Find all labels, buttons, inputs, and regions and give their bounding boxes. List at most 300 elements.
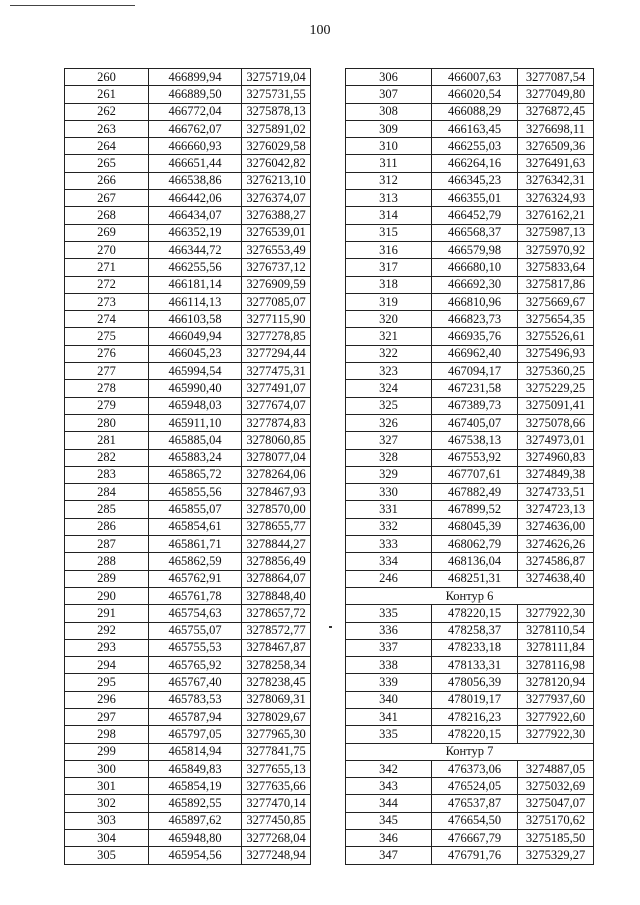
- coordinate-y: 3277450,85: [242, 812, 311, 829]
- coordinate-y: 3276872,45: [518, 103, 594, 120]
- point-number: 329: [346, 466, 432, 483]
- point-number: 331: [346, 501, 432, 518]
- coordinate-y: 3275185,50: [518, 830, 594, 847]
- point-number: 275: [65, 328, 149, 345]
- point-number: 299: [65, 743, 149, 760]
- coordinate-x: 465994,54: [149, 363, 242, 380]
- point-number: 310: [346, 138, 432, 155]
- table-row: [65, 466, 311, 483]
- table-row: [65, 293, 311, 310]
- point-number: 289: [65, 570, 149, 587]
- point-number: 335: [346, 605, 432, 622]
- point-number: 327: [346, 432, 432, 449]
- table-row: [65, 207, 311, 224]
- coordinate-y: 3274636,00: [518, 518, 594, 535]
- table-row: [346, 726, 594, 743]
- table-row: [65, 605, 311, 622]
- coordinate-x: 468045,39: [432, 518, 518, 535]
- coordinate-x: 465854,19: [149, 778, 242, 795]
- coordinate-y: 3278258,34: [242, 657, 311, 674]
- point-number: 272: [65, 276, 149, 293]
- point-number: 246: [346, 570, 432, 587]
- point-number: 294: [65, 657, 149, 674]
- coordinate-y: 3277115,90: [242, 311, 311, 328]
- table-row: [65, 276, 311, 293]
- table-row: [346, 570, 594, 587]
- table-row: [346, 69, 594, 86]
- coordinate-x: 465862,59: [149, 553, 242, 570]
- point-number: 260: [65, 69, 149, 86]
- point-number: 281: [65, 432, 149, 449]
- coordinate-x: 466255,56: [149, 259, 242, 276]
- coordinate-x: 466680,10: [432, 259, 518, 276]
- coordinate-y: 3276342,31: [518, 172, 594, 189]
- point-number: 290: [65, 587, 149, 604]
- coordinate-x: 466020,54: [432, 86, 518, 103]
- point-number: 288: [65, 553, 149, 570]
- coordinate-y: 3277655,13: [242, 760, 311, 777]
- point-number: 301: [65, 778, 149, 795]
- coordinate-y: 3274973,01: [518, 432, 594, 449]
- coordinate-x: 465897,62: [149, 812, 242, 829]
- coordinate-x: 466007,63: [432, 69, 518, 86]
- table-row: [65, 380, 311, 397]
- table-row: [346, 397, 594, 414]
- point-number: 300: [65, 760, 149, 777]
- coordinate-x: 466264,16: [432, 155, 518, 172]
- coordinate-x: 465911,10: [149, 414, 242, 431]
- point-number: 280: [65, 414, 149, 431]
- table-row: [65, 622, 311, 639]
- coordinate-y: 3275170,62: [518, 812, 594, 829]
- point-number: 263: [65, 120, 149, 137]
- coordinate-x: 478133,31: [432, 657, 518, 674]
- coordinate-y: 3275032,69: [518, 778, 594, 795]
- coordinate-y: 3276509,36: [518, 138, 594, 155]
- coordinate-y: 3278848,40: [242, 587, 311, 604]
- coordinate-x: 467899,52: [432, 501, 518, 518]
- table-row: [65, 190, 311, 207]
- coordinate-y: 3275329,27: [518, 847, 594, 864]
- coordinate-x: 465765,92: [149, 657, 242, 674]
- coordinate-x: 467707,61: [432, 466, 518, 483]
- coordinate-y: 3277278,85: [242, 328, 311, 345]
- table-row: [65, 172, 311, 189]
- point-number: 346: [346, 830, 432, 847]
- coordinate-y: 3274626,26: [518, 536, 594, 553]
- coordinate-y: 3274723,13: [518, 501, 594, 518]
- coordinates-table-left: [64, 68, 311, 865]
- point-number: 277: [65, 363, 149, 380]
- coordinate-y: 3278856,49: [242, 553, 311, 570]
- table-row: [346, 414, 594, 431]
- contour-header: Контур 6: [346, 587, 594, 604]
- coordinate-y: 3278069,31: [242, 691, 311, 708]
- coordinate-y: 3277965,30: [242, 726, 311, 743]
- table-row: [65, 760, 311, 777]
- coordinate-y: 3275654,35: [518, 311, 594, 328]
- coordinate-y: 3275987,13: [518, 224, 594, 241]
- coordinate-y: 3278120,94: [518, 674, 594, 691]
- table-row: [65, 830, 311, 847]
- coordinate-x: 466114,13: [149, 293, 242, 310]
- table-row: [346, 691, 594, 708]
- coordinate-y: 3275719,04: [242, 69, 311, 86]
- coordinate-y: 3278572,77: [242, 622, 311, 639]
- coordinate-y: 3276029,58: [242, 138, 311, 155]
- table-row: [65, 657, 311, 674]
- coordinate-y: 3277841,75: [242, 743, 311, 760]
- coordinate-x: 465783,53: [149, 691, 242, 708]
- point-number: 268: [65, 207, 149, 224]
- coordinate-y: 3274733,51: [518, 484, 594, 501]
- table-row: [65, 241, 311, 258]
- point-number: 276: [65, 345, 149, 362]
- coordinate-x: 478019,17: [432, 691, 518, 708]
- point-number: 343: [346, 778, 432, 795]
- point-number: 325: [346, 397, 432, 414]
- page-number: 100: [309, 23, 331, 38]
- coordinate-y: 3274960,83: [518, 449, 594, 466]
- coordinate-y: 3276324,93: [518, 190, 594, 207]
- table-row: [65, 743, 311, 760]
- coordinate-x: 467882,49: [432, 484, 518, 501]
- coordinate-x: 466935,76: [432, 328, 518, 345]
- coordinate-y: 3278029,67: [242, 708, 311, 725]
- coordinate-y: 3278467,93: [242, 484, 311, 501]
- table-row: [346, 812, 594, 829]
- table-row: [65, 311, 311, 328]
- table-row: [346, 276, 594, 293]
- coordinate-y: 3277049,80: [518, 86, 594, 103]
- table-row: [346, 708, 594, 725]
- coordinate-x: 465761,78: [149, 587, 242, 604]
- coordinate-x: 467553,92: [432, 449, 518, 466]
- coordinate-x: 466660,93: [149, 138, 242, 155]
- point-number: 336: [346, 622, 432, 639]
- coordinate-y: 3277937,60: [518, 691, 594, 708]
- point-number: 317: [346, 259, 432, 276]
- coordinate-x: 465948,03: [149, 397, 242, 414]
- coordinate-y: 3278238,45: [242, 674, 311, 691]
- point-number: 267: [65, 190, 149, 207]
- coordinate-x: 465787,94: [149, 708, 242, 725]
- point-number: 328: [346, 449, 432, 466]
- table-row: [65, 224, 311, 241]
- coordinate-x: 476667,79: [432, 830, 518, 847]
- coordinate-x: 467405,07: [432, 414, 518, 431]
- contour-header-row: [346, 743, 594, 760]
- coordinate-y: 3277294,44: [242, 345, 311, 362]
- coordinate-x: 465754,63: [149, 605, 242, 622]
- table-row: [346, 86, 594, 103]
- coordinate-x: 466352,19: [149, 224, 242, 241]
- point-number: 269: [65, 224, 149, 241]
- coordinate-y: 3274887,05: [518, 760, 594, 777]
- coordinate-x: 465814,94: [149, 743, 242, 760]
- coordinate-y: 3278655,77: [242, 518, 311, 535]
- coordinate-x: 466452,79: [432, 207, 518, 224]
- coordinate-x: 466810,96: [432, 293, 518, 310]
- table-row: [65, 639, 311, 656]
- coordinate-y: 3275229,25: [518, 380, 594, 397]
- coordinate-y: 3276491,63: [518, 155, 594, 172]
- table-row: [346, 207, 594, 224]
- coordinate-x: 468136,04: [432, 553, 518, 570]
- table-row: [346, 103, 594, 120]
- point-number: 316: [346, 241, 432, 258]
- table-row: [65, 120, 311, 137]
- coordinate-x: 466163,45: [432, 120, 518, 137]
- point-number: 323: [346, 363, 432, 380]
- table-row: [65, 501, 311, 518]
- coordinate-x: 465883,24: [149, 449, 242, 466]
- coordinate-y: 3277491,07: [242, 380, 311, 397]
- point-number: 322: [346, 345, 432, 362]
- table-row: [65, 587, 311, 604]
- table-row: [346, 674, 594, 691]
- coordinate-x: 466889,50: [149, 86, 242, 103]
- coordinate-y: 3277674,07: [242, 397, 311, 414]
- coordinate-y: 3277874,83: [242, 414, 311, 431]
- table-row: [346, 847, 594, 864]
- table-row: [346, 328, 594, 345]
- point-number: 318: [346, 276, 432, 293]
- coordinate-x: 467538,13: [432, 432, 518, 449]
- point-number: 265: [65, 155, 149, 172]
- table-row: [346, 518, 594, 535]
- point-number: 311: [346, 155, 432, 172]
- table-row: [346, 484, 594, 501]
- coordinate-y: 3277475,31: [242, 363, 311, 380]
- table-row: [346, 293, 594, 310]
- coordinate-x: 478216,23: [432, 708, 518, 725]
- point-number: 309: [346, 120, 432, 137]
- table-row: [346, 449, 594, 466]
- coordinate-x: 466442,06: [149, 190, 242, 207]
- table-row: [65, 778, 311, 795]
- stray-mark: [329, 626, 332, 628]
- coordinate-y: 3278264,06: [242, 466, 311, 483]
- coordinate-x: 467231,58: [432, 380, 518, 397]
- coordinate-x: 468251,31: [432, 570, 518, 587]
- point-number: 278: [65, 380, 149, 397]
- coordinate-y: 3278116,98: [518, 657, 594, 674]
- point-number: 315: [346, 224, 432, 241]
- coordinate-x: 467094,17: [432, 363, 518, 380]
- point-number: 321: [346, 328, 432, 345]
- coordinate-x: 466255,03: [432, 138, 518, 155]
- coordinate-x: 465854,61: [149, 518, 242, 535]
- table-row: [346, 345, 594, 362]
- table-row: [346, 536, 594, 553]
- table-row: [65, 103, 311, 120]
- coordinates-table-right: [345, 68, 594, 865]
- point-number: 305: [65, 847, 149, 864]
- coordinate-x: 467389,73: [432, 397, 518, 414]
- coordinate-y: 3278060,85: [242, 432, 311, 449]
- point-number: 340: [346, 691, 432, 708]
- coordinate-x: 465762,91: [149, 570, 242, 587]
- point-number: 338: [346, 657, 432, 674]
- point-number: 326: [346, 414, 432, 431]
- coordinate-y: 3276539,01: [242, 224, 311, 241]
- table-row: [65, 812, 311, 829]
- point-number: 312: [346, 172, 432, 189]
- coordinate-y: 3276213,10: [242, 172, 311, 189]
- table-row: [346, 605, 594, 622]
- coordinate-x: 476373,06: [432, 760, 518, 777]
- coordinate-x: 466434,07: [149, 207, 242, 224]
- coordinate-x: 465990,40: [149, 380, 242, 397]
- coordinate-y: 3276042,82: [242, 155, 311, 172]
- point-number: 306: [346, 69, 432, 86]
- coordinate-y: 3277087,54: [518, 69, 594, 86]
- point-number: 332: [346, 518, 432, 535]
- point-number: 273: [65, 293, 149, 310]
- point-number: 282: [65, 449, 149, 466]
- coordinate-y: 3277085,07: [242, 293, 311, 310]
- table-row: [346, 553, 594, 570]
- point-number: 335: [346, 726, 432, 743]
- header-rule: [10, 5, 135, 6]
- table-row: [346, 138, 594, 155]
- table-row: [65, 449, 311, 466]
- coordinate-x: 478233,18: [432, 639, 518, 656]
- table-row: [346, 172, 594, 189]
- coordinate-x: 476524,05: [432, 778, 518, 795]
- coordinate-y: 3275496,93: [518, 345, 594, 362]
- coordinate-x: 476791,76: [432, 847, 518, 864]
- point-number: 319: [346, 293, 432, 310]
- coordinate-x: 466088,29: [432, 103, 518, 120]
- coordinate-x: 465755,53: [149, 639, 242, 656]
- table-row: [65, 484, 311, 501]
- coordinate-y: 3274849,38: [518, 466, 594, 483]
- point-number: 295: [65, 674, 149, 691]
- coordinate-y: 3275526,61: [518, 328, 594, 345]
- table-row: [346, 760, 594, 777]
- coordinate-x: 466103,58: [149, 311, 242, 328]
- table-row: [346, 259, 594, 276]
- coordinate-y: 3275731,55: [242, 86, 311, 103]
- coordinate-x: 465767,40: [149, 674, 242, 691]
- coordinate-y: 3276162,21: [518, 207, 594, 224]
- point-number: 320: [346, 311, 432, 328]
- coordinate-x: 466772,04: [149, 103, 242, 120]
- coordinate-x: 466823,73: [432, 311, 518, 328]
- coordinate-y: 3275360,25: [518, 363, 594, 380]
- coordinate-y: 3275047,07: [518, 795, 594, 812]
- table-row: [65, 397, 311, 414]
- contour-header: Контур 7: [346, 743, 594, 760]
- coordinate-y: 3276737,12: [242, 259, 311, 276]
- coordinate-y: 3278077,04: [242, 449, 311, 466]
- table-row: [346, 778, 594, 795]
- coordinate-y: 3278570,00: [242, 501, 311, 518]
- table-row: [346, 432, 594, 449]
- coordinate-x: 466181,14: [149, 276, 242, 293]
- coordinate-x: 465865,72: [149, 466, 242, 483]
- table-row: [346, 830, 594, 847]
- point-number: 271: [65, 259, 149, 276]
- coordinate-x: 466962,40: [432, 345, 518, 362]
- point-number: 333: [346, 536, 432, 553]
- coordinate-y: 3278864,07: [242, 570, 311, 587]
- point-number: 264: [65, 138, 149, 155]
- table-row: [65, 795, 311, 812]
- table-row: [65, 328, 311, 345]
- coordinate-x: 466345,23: [432, 172, 518, 189]
- point-number: 330: [346, 484, 432, 501]
- coordinate-y: 3275891,02: [242, 120, 311, 137]
- point-number: 304: [65, 830, 149, 847]
- coordinate-x: 466568,37: [432, 224, 518, 241]
- coordinate-y: 3278110,54: [518, 622, 594, 639]
- table-row: [65, 86, 311, 103]
- table-row: [346, 657, 594, 674]
- coordinate-y: 3275970,92: [518, 241, 594, 258]
- coordinate-x: 478258,37: [432, 622, 518, 639]
- coordinate-x: 466355,01: [432, 190, 518, 207]
- coordinate-x: 465855,56: [149, 484, 242, 501]
- table-row: [346, 795, 594, 812]
- point-number: 302: [65, 795, 149, 812]
- coordinate-x: 465755,07: [149, 622, 242, 639]
- table-row: [346, 363, 594, 380]
- coordinate-y: 3276698,11: [518, 120, 594, 137]
- point-number: 308: [346, 103, 432, 120]
- contour-header-row: [346, 587, 594, 604]
- table-row: [65, 553, 311, 570]
- coordinate-y: 3277248,94: [242, 847, 311, 864]
- point-number: 274: [65, 311, 149, 328]
- coordinate-x: 466538,86: [149, 172, 242, 189]
- table-row: [65, 536, 311, 553]
- point-number: 298: [65, 726, 149, 743]
- table-row: [65, 726, 311, 743]
- point-number: 347: [346, 847, 432, 864]
- coordinate-x: 478220,15: [432, 726, 518, 743]
- point-number: 337: [346, 639, 432, 656]
- point-number: 345: [346, 812, 432, 829]
- coordinate-y: 3277470,14: [242, 795, 311, 812]
- table-row: [346, 224, 594, 241]
- coordinate-y: 3278111,84: [518, 639, 594, 656]
- coordinate-y: 3276374,07: [242, 190, 311, 207]
- table-row: [65, 363, 311, 380]
- coordinate-x: 478220,15: [432, 605, 518, 622]
- coordinate-x: 465861,71: [149, 536, 242, 553]
- coordinate-y: 3275669,67: [518, 293, 594, 310]
- table-row: [346, 501, 594, 518]
- coordinate-y: 3274638,40: [518, 570, 594, 587]
- coordinate-x: 476537,87: [432, 795, 518, 812]
- table-row: [346, 241, 594, 258]
- coordinate-y: 3276553,49: [242, 241, 311, 258]
- coordinate-y: 3276909,59: [242, 276, 311, 293]
- table-row: [65, 345, 311, 362]
- coordinate-y: 3275833,64: [518, 259, 594, 276]
- point-number: 297: [65, 708, 149, 725]
- table-row: [346, 466, 594, 483]
- table-row: [65, 570, 311, 587]
- table-row: [65, 432, 311, 449]
- point-number: 293: [65, 639, 149, 656]
- coordinate-x: 465948,80: [149, 830, 242, 847]
- table-row: [65, 69, 311, 86]
- table-row: [346, 190, 594, 207]
